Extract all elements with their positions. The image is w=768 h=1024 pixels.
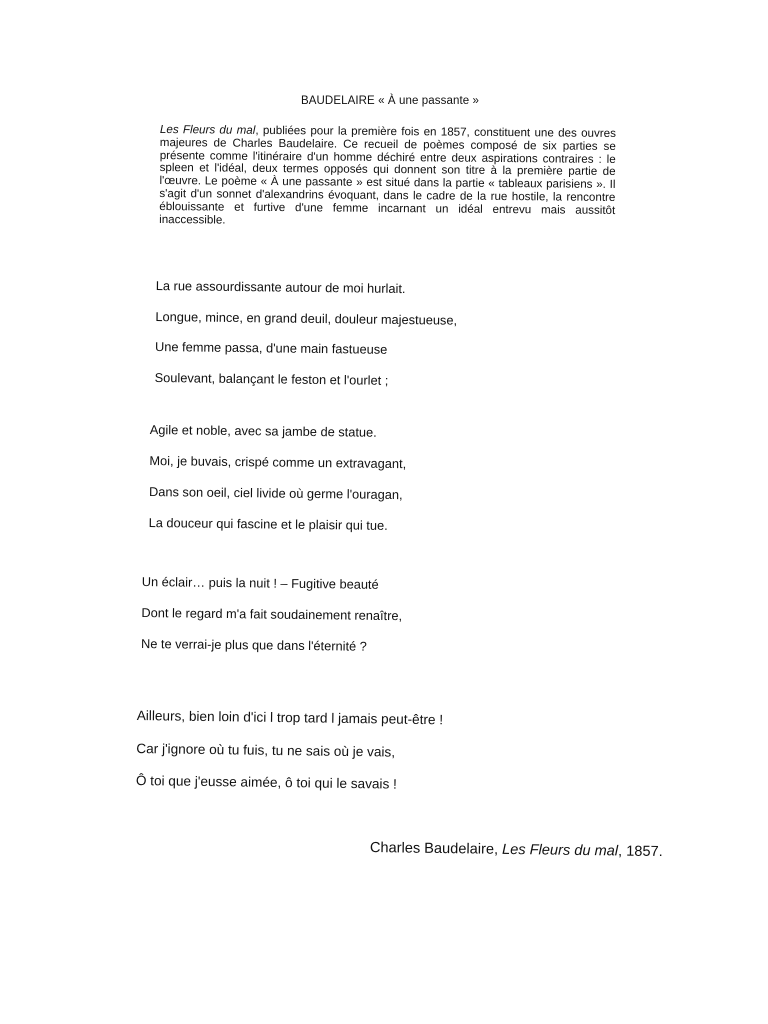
poem-line: Ne te verrai-je plus que dans l'éternité ? xyxy=(140,635,367,654)
poem-line: La douceur qui fascine et le plaisir qui tue. xyxy=(148,514,388,533)
poem-line: Ô toi que j'eusse aimée, ô toi qui le savais ! xyxy=(135,772,397,792)
poem-line: Ailleurs, bien loin d'ici l trop tard l jamais peut-être ! xyxy=(136,707,444,728)
poem-line: Moi, je buvais, crispé comme un extravagant, xyxy=(149,452,407,472)
poem-stanza-4 xyxy=(136,700,444,802)
intro-book-title: Les Fleurs du mal xyxy=(159,123,256,137)
poem-stanza-1 xyxy=(155,271,458,397)
poem-line: Dont le regard m'a fait soudainement renaître, xyxy=(141,604,403,624)
poem-line: Soulevant, balançant le feston et l'ourlet ; xyxy=(154,369,389,388)
poem-line: La rue assourdissante autour de moi hurlait. xyxy=(155,277,406,297)
intro-text: , publiées pour la première fois en 1857, constituent une des ouvres majeures de Charles Baudelaire. Ce recueil de poèmes composé de six parties se présente comme l'itinéraire d'un homme déchiré entre deux aspirations contraires : le spleen et l'idéal, deux termes opposés qui donnent son titre à la première partie de l'œuvre. Le poème « À une passante » est situé dans la partie « tableaux parisiens ». Il s'agit d'un sonnet d'alexandrins évoquant, dans le cadre de la rue hostile, la rencontre éblouissante et furtive d'une femme incarnant un idéal entrevu mais aussitôt inaccessible. xyxy=(159,123,616,227)
signature xyxy=(370,840,663,860)
poem-line: Agile et noble, avec sa jambe de statue. xyxy=(149,421,377,440)
poem-line: Un éclair… puis la nuit ! – Fugitive beauté xyxy=(141,573,379,592)
signature-year: , 1857. xyxy=(617,843,663,861)
poem-stanza-3 xyxy=(141,566,403,662)
poem-line: Longue, mince, en grand deuil, douleur majestueuse, xyxy=(155,308,458,328)
intro-paragraph xyxy=(159,124,616,230)
poem-line: Car j'ignore où tu fuis, tu ne sais où je vais, xyxy=(136,740,396,760)
poem-line: Dans son oeil, ciel livide où germe l'ouragan, xyxy=(148,483,403,503)
poem-stanza-2 xyxy=(148,414,406,541)
poem-line: Une femme passa, d'une main fastueuse xyxy=(154,338,388,357)
signature-author: Charles Baudelaire, xyxy=(369,840,503,858)
document-title: BAUDELAIRE « À une passante » xyxy=(300,95,480,107)
signature-work: Les Fleurs du mal xyxy=(501,841,619,860)
